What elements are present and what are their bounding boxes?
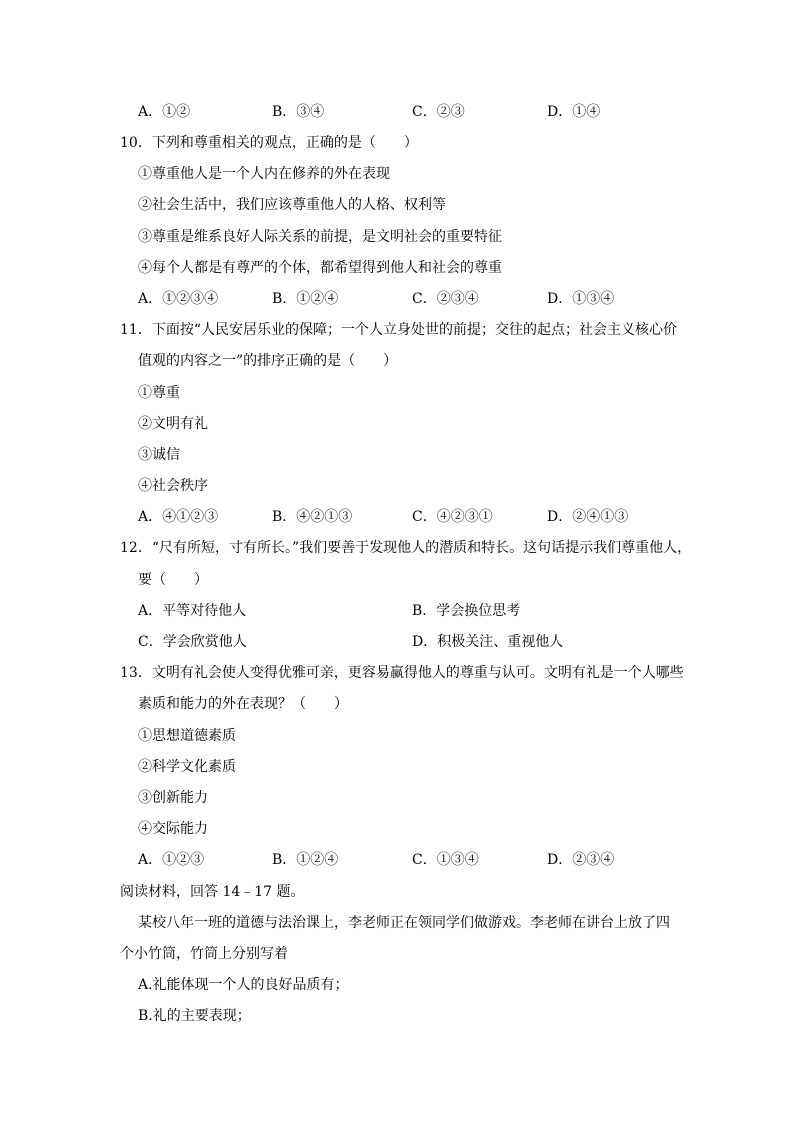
q13-option-a[interactable]: A．①②③ [138,852,205,868]
q12-stem-line-2: 要（ ） [138,572,208,588]
q10-option-d[interactable]: D．①③④ [547,291,615,307]
q11-stem-line-2: 值观的内容之一”的排序正确的是（ ） [138,353,398,369]
reading-paragraph-line-2: 个小竹筒，竹筒上分别写着 [120,946,288,962]
q10-option-c[interactable]: C．②③④ [412,291,479,307]
q9-option-b[interactable]: B．③④ [272,104,325,120]
q11-item-4: ④社会秩序 [138,478,208,494]
reading-intro: 阅读材料，回答 14﹣17 题。 [120,884,305,900]
q12-option-d[interactable]: D．积极关注、重视他人 [412,634,564,650]
reading-item-a: A.礼能体现一个人的良好品质有； [138,977,349,993]
q11-option-c[interactable]: C．④②③① [412,509,493,525]
q13-option-d[interactable]: D．②③④ [547,852,615,868]
q9-option-c[interactable]: C．②③ [412,104,465,120]
q12-option-a[interactable]: A．平等对待他人 [138,603,247,619]
q9-option-a[interactable]: A．①② [138,104,191,120]
q10-item-2: ②社会生活中，我们应该尊重他人的人格、权利等 [138,197,446,213]
q12-option-c[interactable]: C．学会欣赏他人 [138,634,247,650]
reading-item-b: B.礼的主要表现； [138,1008,251,1024]
reading-paragraph-line-1: 某校八年一班的道德与法治课上，李老师正在领同学们做游戏。李老师在讲台上放了四 [138,915,670,931]
q13-stem-line-2: 素质和能力的外在表现？（ ） [138,696,348,712]
q11-option-b[interactable]: B．④②①③ [272,509,353,525]
q11-option-a[interactable]: A．④①②③ [138,509,219,525]
q11-item-2: ②文明有礼 [138,416,208,432]
q13-item-1: ①思想道德素质 [138,728,236,744]
q10-item-4: ④每个人都是有尊严的个体，都希望得到他人和社会的尊重 [138,260,502,276]
q13-item-3: ③创新能力 [138,790,208,806]
q11-option-d[interactable]: D．②④①③ [547,509,629,525]
q13-option-c[interactable]: C．①③④ [412,852,479,868]
q12-option-b[interactable]: B．学会换位思考 [412,603,521,619]
q13-item-4: ④交际能力 [138,821,208,837]
q9-option-d[interactable]: D．①④ [547,104,601,120]
q13-option-b[interactable]: B．①②④ [272,852,339,868]
q11-stem-line-1: 11．下面按“人民安居乐业的保障；一个人立身处世的前提；交往的起点；社会主义核心价 [120,322,677,338]
q13-item-2: ②科学文化素质 [138,759,236,775]
q11-item-3: ③诚信 [138,447,180,463]
q10-item-1: ①尊重他人是一个人内在修养的外在表现 [138,166,390,182]
q12-stem-line-1: 12．“尺有所短，寸有所长。”我们要善于发现他人的潜质和特长。这句话提示我们尊重他人， [120,540,692,556]
q13-stem-line-1: 13．文明有礼会使人变得优雅可亲，更容易赢得他人的尊重与认可。文明有礼是一个人哪些 [120,665,684,681]
q10-option-b[interactable]: B．①②④ [272,291,339,307]
q11-item-1: ①尊重 [138,385,180,401]
q10-stem: 10．下列和尊重相关的观点，正确的是（ ） [120,135,418,151]
q10-option-a[interactable]: A．①②③④ [138,291,219,307]
q10-item-3: ③尊重是维系良好人际关系的前提，是文明社会的重要特征 [138,229,502,245]
